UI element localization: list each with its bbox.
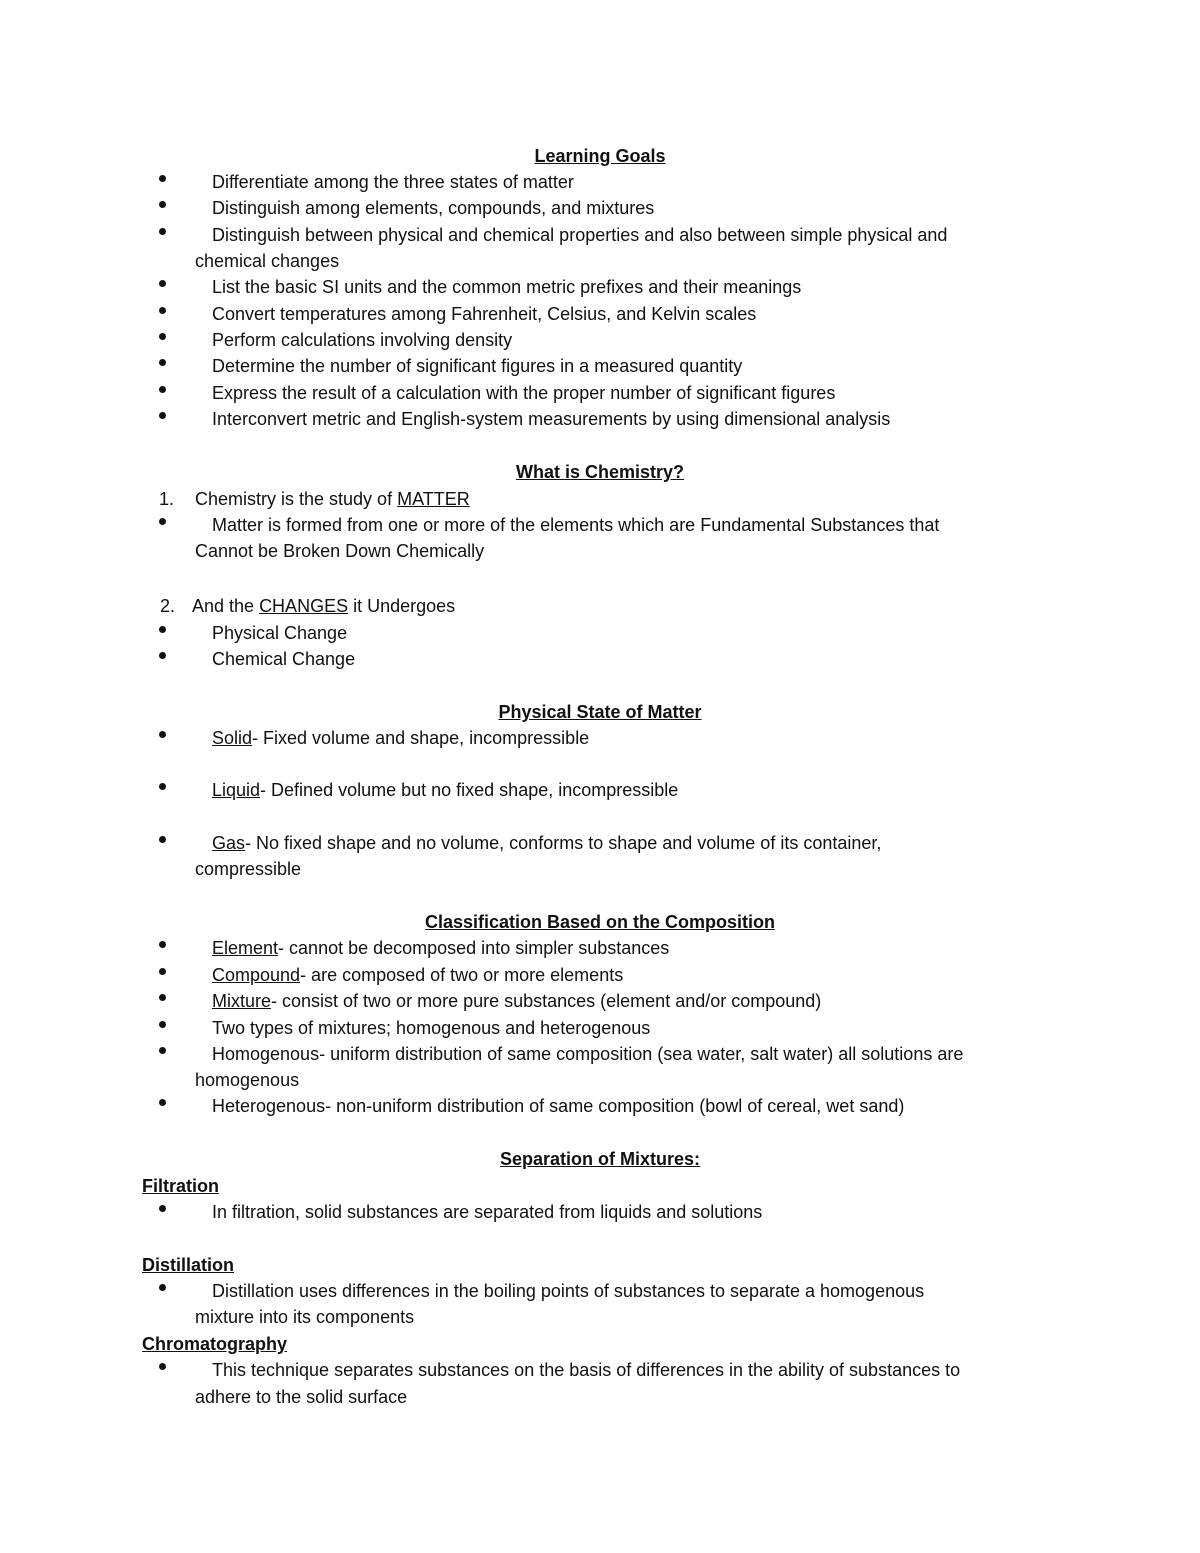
bullet-icon [159,968,166,975]
solid-definition: - Fixed volume and shape, incompressible [252,728,590,748]
bullet-icon [159,333,166,340]
list-number: 1. [159,489,175,509]
distillation-text: Distillation uses differences in the boiling points of substances to separate a homogenous [212,1281,925,1301]
chemistry-point-1 [195,486,1075,512]
learning-goals-heading: Learning Goals [534,146,666,166]
bullet-icon [159,1021,166,1028]
what-is-chemistry-heading: What is Chemistry? [515,462,685,482]
chemistry-point-2 [192,593,1072,619]
matter-term: MATTER [397,489,470,509]
learning-goal-item: Perform calculations involving density [212,330,513,350]
mixture-definition: - consist of two or more pure substances (element and/or compound) [271,991,822,1011]
bullet-icon [159,386,166,393]
state-solid-item [212,725,1092,751]
separation-heading: Separation of Mixtures: [499,1149,701,1169]
learning-goal-item: Express the result of a calculation with the proper number of significant figures [212,383,836,403]
chromatography-heading: Chromatography [142,1334,288,1354]
point2-post: it Undergoes [348,596,456,616]
bullet-icon [159,783,166,790]
distillation-text-continued: mixture into its components [195,1307,415,1327]
liquid-term: Liquid [212,780,261,800]
mixture-item [212,988,1092,1014]
point2-pre: And the [192,596,260,616]
state-gas-item [212,830,1092,856]
physical-state-heading: Physical State of Matter [498,702,702,722]
gas-definition: - No fixed shape and no volume, conforms to shape and volume of its container, [245,833,882,853]
learning-goal-item-continued: chemical changes [195,251,340,271]
matter-description: Matter is formed from one or more of the elements which are Fundamental Substances that [212,515,940,535]
bullet-icon [159,175,166,182]
bullet-icon [159,518,166,525]
gas-term: Gas [212,833,246,853]
bullet-icon [159,307,166,314]
element-definition: - cannot be decomposed into simpler substances [278,938,670,958]
state-liquid-item [212,777,1092,803]
bullet-icon [159,836,166,843]
bullet-icon [159,626,166,633]
homogenous-item-continued: homogenous [195,1070,300,1090]
mixture-types-item: Two types of mixtures; homogenous and heterogenous [212,1018,651,1038]
filtration-text: In filtration, solid substances are separated from liquids and solutions [212,1202,763,1222]
matter-description-continued: Cannot be Broken Down Chemically [195,541,485,561]
compound-item [212,962,1092,988]
change-type-item: Physical Change [212,623,348,643]
learning-goal-item: Interconvert metric and English-system measurements by using dimensional analysis [212,409,891,429]
bullet-icon [159,1363,166,1370]
mixture-term: Mixture [212,991,272,1011]
bullet-icon [159,1047,166,1054]
bullet-icon [159,1205,166,1212]
bullet-icon [159,228,166,235]
element-item [212,935,1092,961]
solid-term: Solid [212,728,253,748]
compound-term: Compound [212,965,301,985]
learning-goal-item: Determine the number of significant figures in a measured quantity [212,356,743,376]
homogenous-item: Homogenous- uniform distribution of same composition (sea water, salt water) all solutions are [212,1044,964,1064]
list-number: 2. [160,596,176,616]
heterogenous-item: Heterogenous- non-uniform distribution of same composition (bowl of cereal, wet sand) [212,1096,905,1116]
bullet-icon [159,941,166,948]
bullet-icon [159,412,166,419]
liquid-definition: - Defined volume but no fixed shape, incompressible [260,780,679,800]
chromatography-text-continued: adhere to the solid surface [195,1387,408,1407]
learning-goal-item: Convert temperatures among Fahrenheit, Celsius, and Kelvin scales [212,304,757,324]
filtration-heading: Filtration [142,1176,219,1196]
bullet-icon [159,652,166,659]
bullet-icon [159,1099,166,1106]
bullet-icon [159,359,166,366]
learning-goal-item: List the basic SI units and the common metric prefixes and their meanings [212,277,802,297]
gas-definition-continued: compressible [195,859,302,879]
compound-definition: - are composed of two or more elements [300,965,624,985]
bullet-icon [159,280,166,287]
learning-goal-item: Distinguish among elements, compounds, and mixtures [212,198,655,218]
bullet-icon [159,1284,166,1291]
classification-heading: Classification Based on the Composition [424,912,776,932]
learning-goal-item: Distinguish between physical and chemical properties and also between simple physical and [212,225,948,245]
bullet-icon [159,994,166,1001]
changes-term: CHANGES [259,596,349,616]
chromatography-text: This technique separates substances on the basis of differences in the ability of substances to [212,1360,961,1380]
bullet-icon [159,731,166,738]
learning-goal-item: Differentiate among the three states of matter [212,172,574,192]
change-type-item: Chemical Change [212,649,356,669]
element-term: Element [212,938,279,958]
point1-text: Chemistry is the study of [195,489,398,509]
bullet-icon [159,201,166,208]
distillation-heading: Distillation [142,1255,235,1275]
